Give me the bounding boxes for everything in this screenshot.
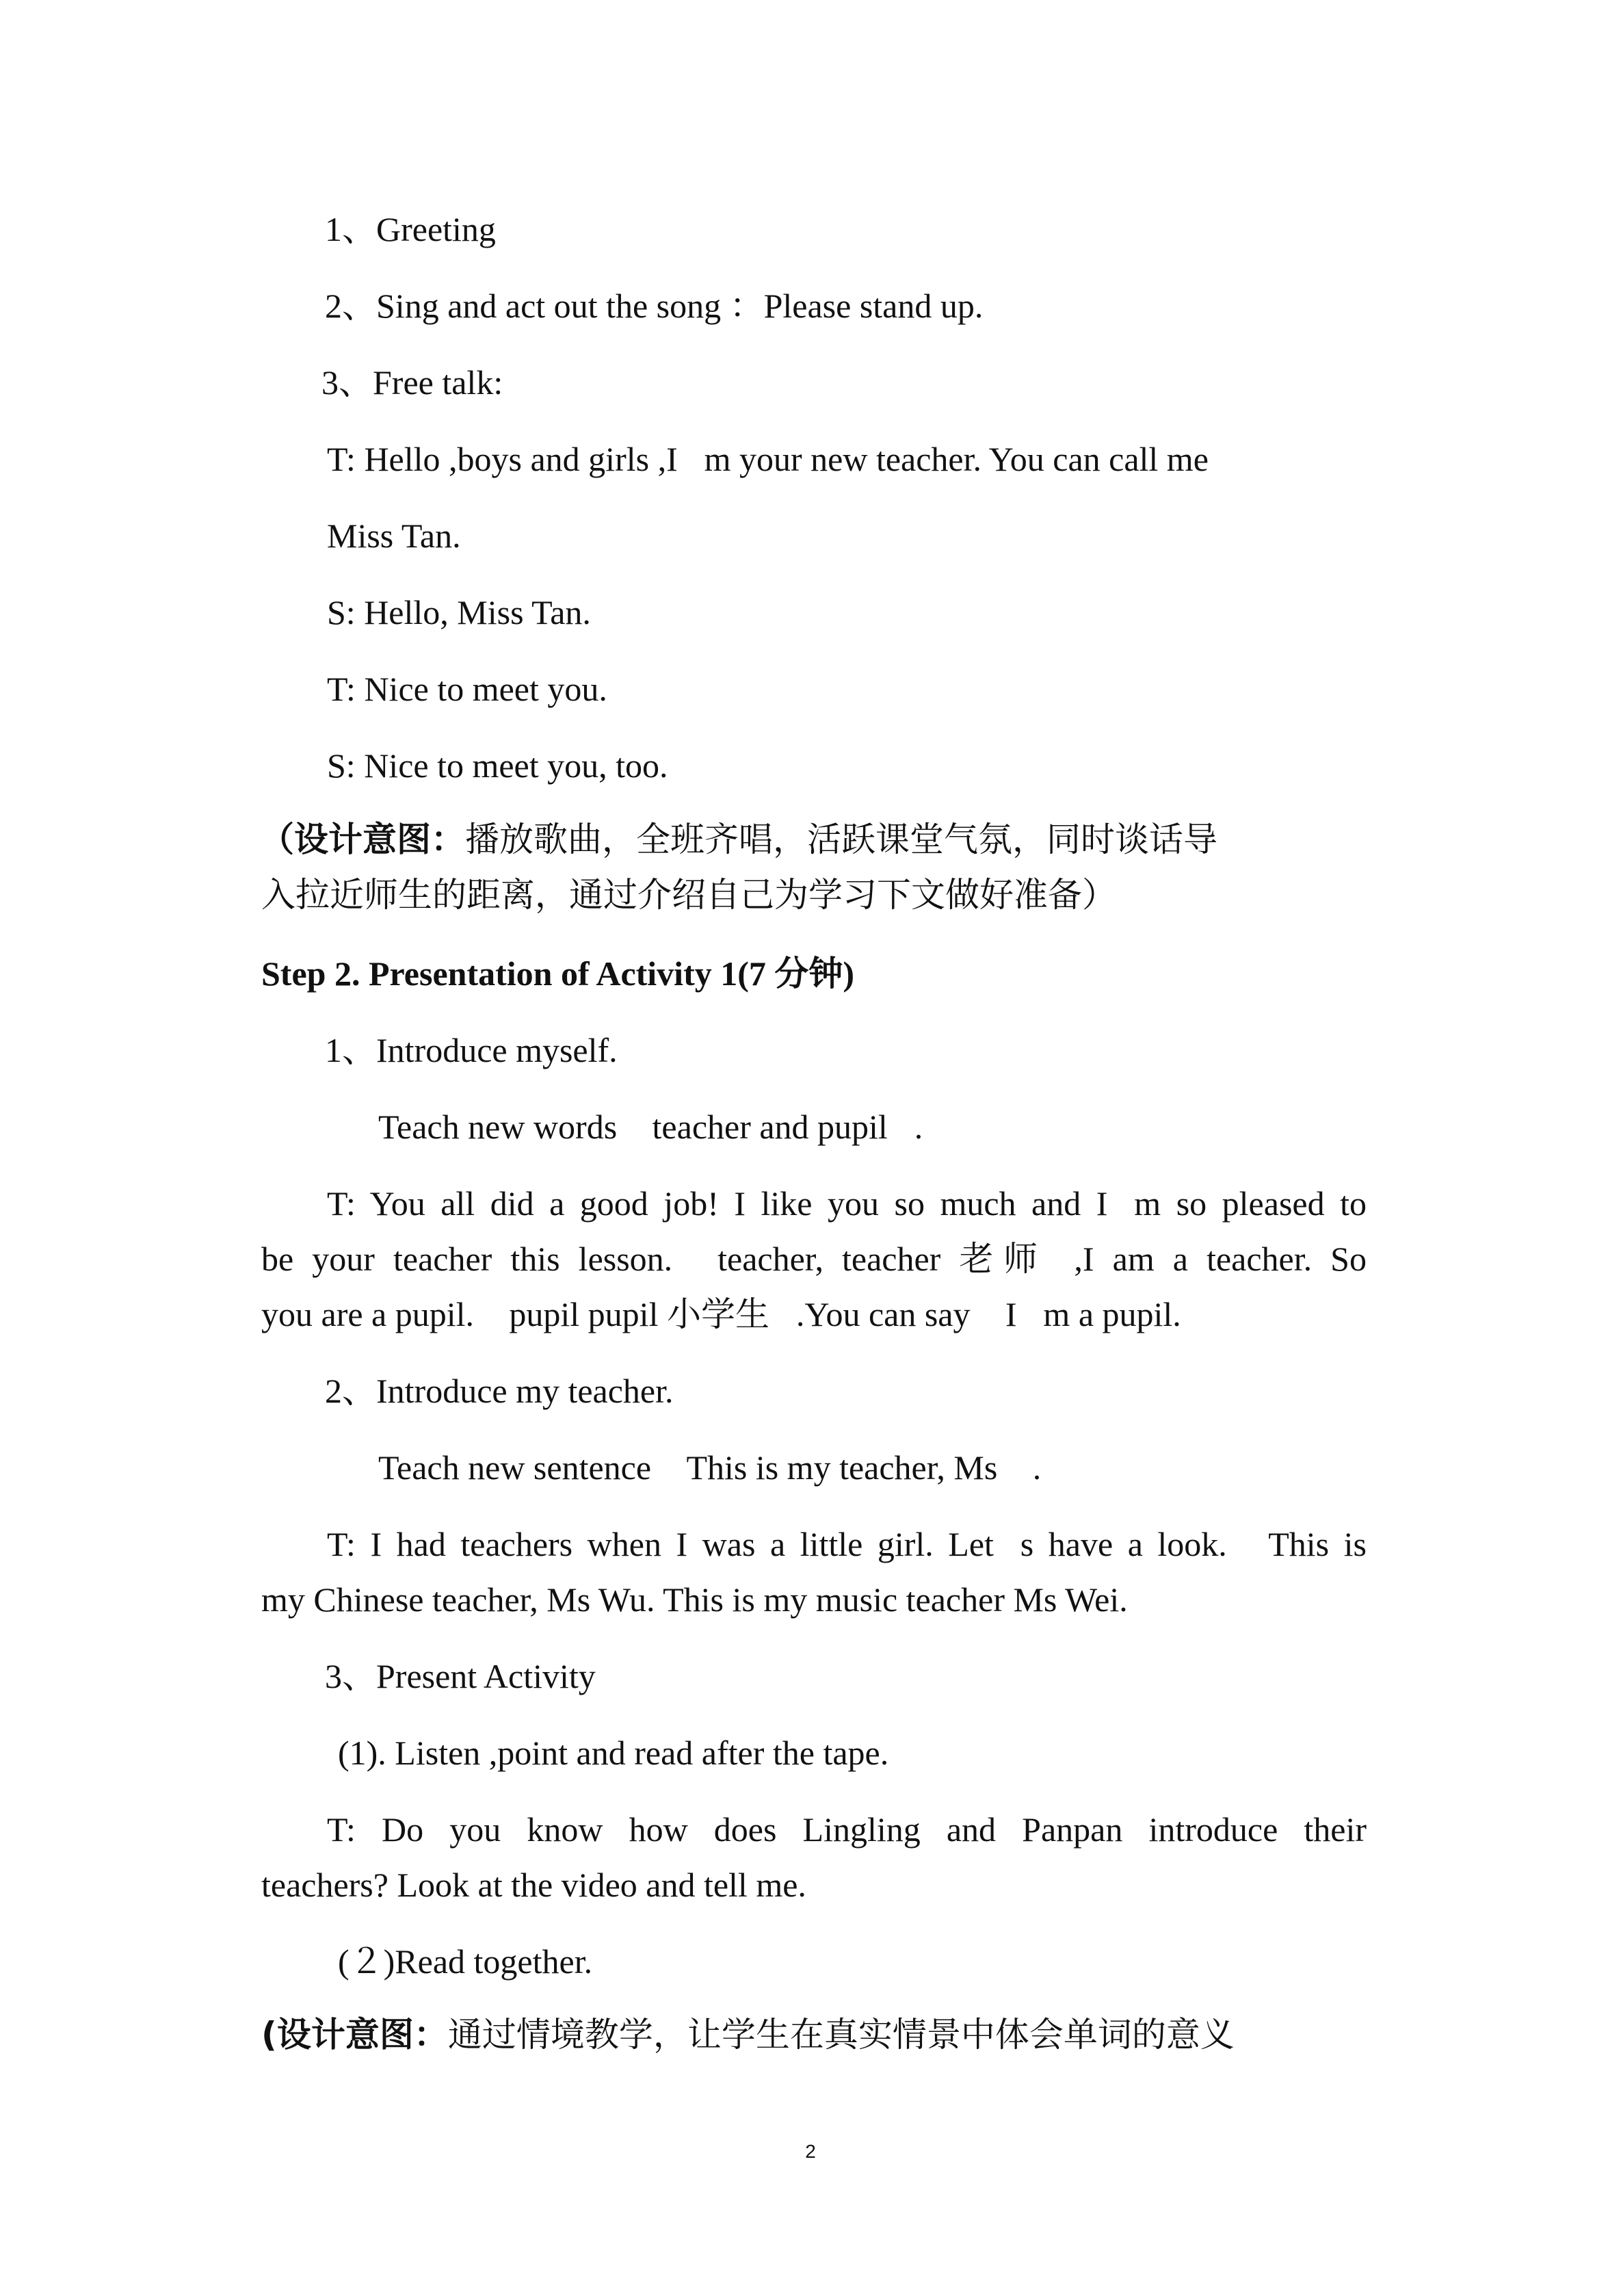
line-do-you-know: T: Do you know how does Lingling and Panpan introduce their bbox=[327, 1810, 1367, 1849]
line-student-nice: S: Nice to meet you, too. bbox=[327, 746, 668, 785]
page-number: 2 bbox=[805, 2141, 816, 2162]
line-introduce-teacher: 2、Introduce my teacher. bbox=[325, 1372, 674, 1410]
line-teach-new-sentence: Teach new sentence  This is my teacher, Ms  .  bbox=[378, 1448, 1068, 1487]
design-intent-2 bbox=[261, 2014, 1235, 2055]
line-sing-song: 2、Sing and act out the song ：Please stand up. bbox=[325, 287, 984, 325]
line-little-girl: T: I had teachers when I was a little girl. Let s have a look.  This is bbox=[327, 1525, 1367, 1563]
step-2-heading: Step 2. Presentation of Activity 1(7 分钟) bbox=[261, 954, 855, 993]
line-present-activity: 3、Present Activity bbox=[325, 1657, 596, 1695]
design-intent-text: 播放歌曲，全班齐唱，活跃课堂气氛，同时谈话导 bbox=[465, 820, 1217, 859]
line-listen-point: (1). Listen ,point and read after the tape. bbox=[338, 1734, 889, 1772]
line-teacher-hello: T: Hello ,boys and girls ,I m your new teacher. You can call me bbox=[327, 440, 1209, 478]
line-look-video: teachers? Look at the video and tell me. bbox=[261, 1866, 806, 1904]
line-teacher-good-job: T: You all did a good job! I like you so much and I m so pleased to bbox=[327, 1184, 1367, 1223]
line-greeting: 1、Greeting bbox=[325, 210, 496, 248]
design-intent-2-text: 通过情境教学，让学生在真实情景中体会单词的意义 bbox=[447, 2015, 1235, 2054]
line-you-are-pupil: you are a pupil.  pupil pupil 小学生 .You can say  I m a pupil.  bbox=[261, 1295, 1208, 1333]
line-free-talk: 3、Free talk: bbox=[321, 363, 503, 402]
line-introduce-myself: 1、Introduce myself. bbox=[325, 1031, 618, 1069]
line-student-hello: S: Hello, Miss Tan. bbox=[327, 593, 591, 631]
design-intent-label: （设计意图： bbox=[260, 820, 465, 859]
design-intent-1 bbox=[260, 819, 1217, 860]
line-chinese-teacher: my Chinese teacher, Ms Wu. This is my music teacher Ms Wei.  bbox=[261, 1580, 1155, 1619]
line-teacher-nice: T: Nice to meet you. bbox=[327, 670, 607, 708]
line-read-together: (２)Read together. bbox=[338, 1942, 593, 1981]
line-miss-tan: Miss Tan. bbox=[327, 517, 461, 555]
line-be-your-teacher: be your teacher this lesson.  teacher, teacher 老师 ,I am a teacher. So bbox=[261, 1240, 1367, 1278]
design-intent-2-label: (设计意图： bbox=[261, 2015, 448, 2054]
design-intent-1-cont: 入拉近师生的距离，通过介绍自己为学习下文做好准备） bbox=[261, 875, 1116, 915]
line-teach-new-words: Teach new words  teacher and pupil . bbox=[378, 1108, 923, 1146]
